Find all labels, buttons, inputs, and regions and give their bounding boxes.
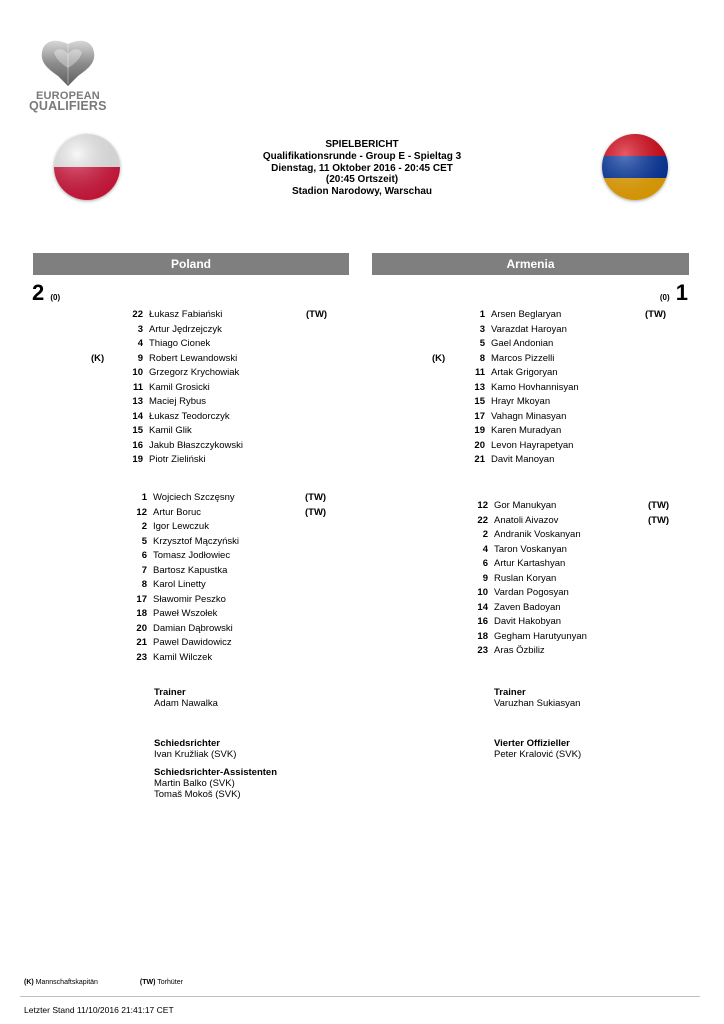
player-number: 16	[477, 616, 488, 627]
goalkeeper-marker: (TW)	[305, 506, 327, 518]
player-name: Łukasz Fabiański	[149, 309, 223, 320]
player-number: 12	[136, 506, 147, 518]
away-team-bar: Armenia	[372, 253, 689, 275]
captain-marker: (K)	[91, 352, 105, 364]
player-name: Igor Lewczuk	[153, 521, 209, 532]
player-name: Vardan Pogosyan	[494, 587, 569, 598]
player-number: 21	[474, 454, 485, 465]
fourth-official-label: Vierter Offizieller	[494, 738, 570, 749]
player-number: 1	[141, 492, 147, 503]
home-trainer-label: Trainer	[154, 687, 186, 698]
home-trainer	[154, 687, 218, 709]
player-name: Hrayr Mkoyan	[491, 396, 551, 407]
referee-name: Ivan Kružliak (SVK)	[154, 749, 237, 760]
player-name: Piotr Zieliński	[149, 454, 206, 465]
player-name: Artak Grigoryan	[491, 367, 558, 378]
player-name: Pawel Dawidowicz	[153, 637, 232, 648]
player-number: 19	[474, 425, 485, 436]
player-number: 9	[482, 572, 488, 584]
player-number: 18	[136, 608, 147, 619]
player-name: Damian Dąbrowski	[153, 622, 233, 634]
player-name: Sławomir Peszko	[153, 593, 226, 605]
player-number: 10	[132, 367, 143, 378]
legend-k-text: Mannschaftskapitän	[35, 979, 98, 986]
player-number: 17	[136, 593, 147, 605]
player-number: 15	[132, 425, 143, 436]
player-number: 11	[132, 381, 143, 393]
footer-divider	[20, 996, 700, 997]
trophy-icon	[26, 38, 110, 90]
player-name: Karen Muradyan	[491, 425, 562, 436]
player-number: 12	[477, 500, 488, 511]
player-name: Łukasz Teodorczyk	[149, 410, 230, 422]
away-trainer-label: Trainer	[494, 687, 526, 698]
player-number: 18	[477, 630, 488, 642]
match-header	[190, 139, 534, 198]
player-name: Gegham Harutyunyan	[494, 630, 587, 642]
local-time-line: (20:45 Ortszeit)	[325, 174, 399, 186]
assistant-1: Martin Balko (SVK)	[154, 778, 235, 789]
away-trainer-name: Varuzhan Sukiasyan	[494, 698, 581, 709]
player-number: 2	[141, 521, 147, 532]
player-number: 14	[477, 601, 488, 613]
player-name: Artur Jędrzejczyk	[149, 323, 222, 335]
competition-line: Qualifikationsrunde - Group E - Spieltag 3	[262, 150, 462, 162]
legend-tw-code: (TW)	[139, 979, 156, 986]
player-number: 13	[474, 381, 485, 393]
player-number: 21	[136, 637, 147, 648]
logo-line2: QUALIFIERS	[29, 99, 107, 113]
referee-label: Schiedsrichter	[154, 738, 220, 749]
player-name: Zaven Badoyan	[494, 601, 561, 613]
player-name: Paweł Wszołek	[153, 608, 218, 619]
player-number: 3	[137, 323, 143, 335]
player-number: 9	[137, 352, 143, 364]
armenia-flag-icon	[602, 134, 668, 200]
goalkeeper-marker: (TW)	[645, 309, 667, 320]
player-name: Gor Manukyan	[494, 500, 557, 511]
referee-block	[154, 738, 236, 760]
date-line: Dienstag, 11 Oktober 2016 - 20:45 CET	[271, 162, 453, 174]
stadium-line: Stadion Narodowy, Warschau	[291, 186, 433, 198]
assistants-block	[154, 767, 277, 800]
player-number: 22	[477, 514, 488, 526]
footer-status: Letzter Stand 11/10/2016 21:41:17 CET	[24, 1005, 174, 1015]
player-name: Tomasz Jodłowiec	[153, 550, 231, 561]
player-number: 6	[141, 550, 147, 561]
player-number: 4	[482, 543, 488, 555]
away-trainer	[494, 687, 580, 709]
player-name: Varazdat Haroyan	[491, 323, 567, 335]
player-number: 3	[479, 323, 485, 335]
player-number: 17	[474, 410, 485, 422]
player-name: Aras Özbiliz	[494, 645, 545, 656]
player-number: 8	[141, 579, 147, 590]
player-name: Andranik Voskanyan	[494, 529, 581, 540]
home-team-bar: Poland	[33, 253, 349, 275]
player-name: Davit Hakobyan	[494, 616, 562, 627]
goalkeeper-marker: (TW)	[306, 309, 328, 320]
european-qualifiers-logo	[26, 38, 110, 118]
player-name: Karol Linetty	[153, 579, 206, 590]
player-number: 19	[132, 454, 143, 465]
player-number: 20	[474, 439, 485, 451]
player-name: Thiago Cionek	[149, 338, 211, 349]
player-number: 16	[132, 439, 143, 451]
player-name: Levon Hayrapetyan	[491, 439, 574, 451]
player-name: Ruslan Koryan	[494, 572, 557, 584]
player-number: 23	[136, 651, 147, 663]
player-name: Jakub Błaszczykowski	[149, 439, 243, 451]
player-number: 2	[482, 529, 488, 540]
player-name: Vahagn Minasyan	[491, 410, 567, 422]
player-number: 15	[474, 396, 485, 407]
legend-tw-text: Torhüter	[157, 979, 183, 986]
player-name: Gael Andonian	[491, 338, 554, 349]
fourth-official-name: Peter Kralović (SVK)	[494, 749, 582, 760]
player-name: Anatoli Aivazov	[494, 514, 559, 526]
player-number: 7	[141, 564, 147, 576]
player-number: 22	[132, 309, 143, 320]
assistant-2: Tomaš Mokoš (SVK)	[154, 789, 241, 800]
home-score	[32, 280, 60, 306]
home-score-value: 2	[32, 280, 45, 305]
player-name: Maciej Rybus	[149, 396, 207, 407]
home-halftime: (0)	[50, 293, 61, 302]
player-name: Kamil Wilczek	[153, 651, 213, 663]
away-score	[660, 280, 688, 306]
player-name: Grzegorz Krychowiak	[149, 367, 240, 378]
home-trainer-name: Adam Nawalka	[154, 698, 218, 709]
logo-line1: EUROPEAN	[36, 90, 100, 102]
report-title: SPIELBERICHT	[325, 139, 399, 150]
captain-marker: (K)	[432, 352, 446, 364]
goalkeeper-marker: (TW)	[648, 514, 670, 526]
player-number: 5	[479, 338, 485, 349]
player-name: Wojciech Szczęsny	[153, 492, 235, 503]
player-name: Bartosz Kapustka	[153, 564, 228, 576]
player-number: 14	[132, 410, 143, 422]
legend	[24, 979, 183, 986]
goalkeeper-marker: (TW)	[648, 500, 670, 511]
player-number: 1	[479, 309, 485, 320]
assistants-label: Schiedsrichter-Assistenten	[154, 767, 278, 778]
player-name: Robert Lewandowski	[149, 352, 238, 364]
player-name: Kamil Glik	[149, 425, 192, 436]
player-number: 13	[132, 396, 143, 407]
poland-flag-icon	[54, 134, 120, 200]
player-number: 23	[477, 645, 488, 656]
player-name: Davit Manoyan	[491, 454, 555, 465]
goalkeeper-marker: (TW)	[305, 492, 327, 503]
fourth-official-block	[494, 738, 581, 760]
player-number: 8	[479, 352, 485, 364]
player-number: 10	[477, 587, 488, 598]
player-name: Krzysztof Mączyński	[153, 535, 240, 547]
legend-k-code: (K)	[24, 979, 34, 986]
player-name: Taron Voskanyan	[494, 543, 567, 555]
player-number: 5	[141, 535, 147, 547]
player-number: 11	[474, 367, 485, 378]
player-name: Artur Boruc	[153, 506, 202, 518]
away-score-value: 1	[675, 280, 688, 305]
away-halftime: (0)	[659, 293, 670, 302]
player-name: Kamo Hovhannisyan	[491, 381, 579, 393]
player-number: 6	[482, 558, 488, 569]
player-name: Artur Kartashyan	[494, 558, 566, 569]
player-number: 4	[137, 338, 143, 349]
player-name: Arsen Beglaryan	[491, 309, 562, 320]
player-number: 20	[136, 622, 147, 634]
player-name: Marcos Pizzelli	[491, 352, 555, 364]
player-name: Kamil Grosicki	[149, 381, 210, 393]
